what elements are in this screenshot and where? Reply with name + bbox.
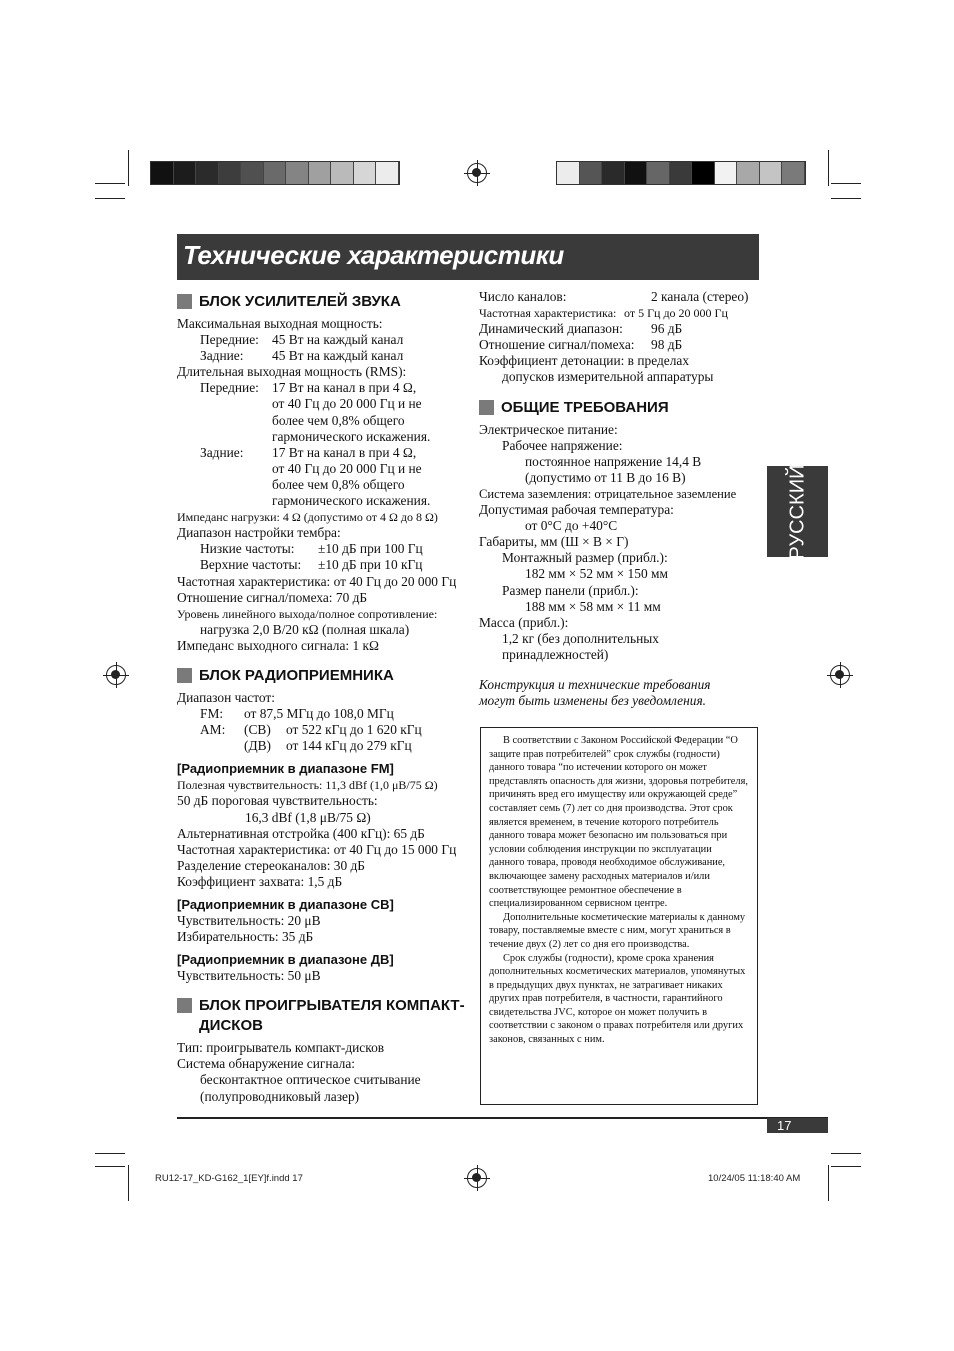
subsection-heading: [Радиоприемник в диапазоне ДВ] xyxy=(177,952,394,968)
spec-row: Низкие частоты: ±10 дБ при 100 Гц xyxy=(200,541,423,557)
section-square-icon xyxy=(177,294,192,309)
spec-line: Длительная выходная мощность (RMS): xyxy=(177,364,407,380)
spec-line: Максимальная выходная мощность: xyxy=(177,316,383,331)
section-square-icon xyxy=(479,400,494,415)
color-swatch xyxy=(264,162,287,184)
spec-line: Размер панели (прибл.): xyxy=(502,582,639,598)
crop-mark xyxy=(831,183,861,184)
section-square-icon xyxy=(177,668,192,683)
spec-row: (ДВ) от 144 кГц до 279 кГц xyxy=(244,738,412,754)
crop-mark xyxy=(831,1166,861,1167)
color-swatch xyxy=(625,162,648,184)
color-swatch xyxy=(309,162,332,184)
left-column xyxy=(177,282,467,1105)
crop-mark xyxy=(831,1153,861,1154)
color-swatch xyxy=(647,162,670,184)
registration-mark-icon xyxy=(467,163,487,183)
spec-row: Число каналов: 2 канала (стерео) xyxy=(479,289,749,304)
section-square-icon xyxy=(177,998,192,1013)
color-swatch xyxy=(580,162,603,184)
spec-line: от 0°C до +40°C xyxy=(525,518,618,534)
color-swatch xyxy=(737,162,760,184)
spec-line: 16,3 dBf (1,8 μВ/75 Ω) xyxy=(245,809,371,825)
section-heading-cd: БЛОК ПРОИГРЫВАТЕЛЯ КОМПАКТ- ДИСКОВ xyxy=(177,996,467,1036)
spec-line: Коэффициент детонации: в пределах xyxy=(479,353,690,369)
spec-line: Система обнаружение сигнала: xyxy=(177,1056,355,1072)
color-swatch xyxy=(782,162,805,184)
page-title: Технические характеристики xyxy=(183,240,564,270)
spec-line: 1,2 кг (без дополнительных xyxy=(502,630,659,646)
subsection-heading: [Радиоприемник в диапазоне FM] xyxy=(177,761,394,777)
spec-line: Коэффициент захвата: 1,5 дБ xyxy=(177,873,343,889)
crop-mark xyxy=(128,1165,129,1201)
spec-line: Рабочее напряжение: xyxy=(502,437,623,453)
crop-mark xyxy=(95,1166,125,1167)
spec-line: 182 мм × 52 мм × 150 мм xyxy=(525,566,668,582)
title-bar xyxy=(177,234,759,280)
spec-line: принадлежностей) xyxy=(502,646,609,662)
right-column xyxy=(479,289,761,709)
spec-line: Частотная характеристика: от 40 Гц до 20 000 Гц xyxy=(177,573,457,589)
spec-row: FM: от 87,5 МГц до 108,0 МГц xyxy=(200,706,394,722)
color-swatch xyxy=(354,162,377,184)
color-swatch xyxy=(715,162,738,184)
color-swatch xyxy=(670,162,693,184)
spec-line: 188 мм × 58 мм × 11 мм xyxy=(525,598,661,614)
color-calibration-bar-right xyxy=(556,161,806,185)
spec-line: Импеданс нагрузки: 4 Ω (допустимо от 4 Ω до 8 Ω) xyxy=(177,510,438,525)
color-swatch xyxy=(331,162,354,184)
section-heading-radio: БЛОК РАДИОПРИЕМНИКА xyxy=(177,666,467,686)
legal-paragraph: В соответствии с Законом Российской Федерации “О защите прав потребителей” срок службы (годности) данного товара “по истечении которого он может представлять опасность для жизни, здоровья потребителя, причинять вред его имуществу или окружающей среде” составляет семь (7) лет со дня производства. Этот срок является временем, в течение которого потребитель данного товара может безопасно им пользоваться при условии соблюдения инструкции по эксплуатации данного товара, проводя необходимое обслуживание, включающее замену расходных материалов и/или соответствующее ремонтное обеспечение в специализированном сервисном центре. xyxy=(489,735,748,910)
spec-row: Задние: 45 Вт на каждый канал xyxy=(200,348,404,364)
spec-line: Габариты, мм (Ш × В × Г) xyxy=(479,534,629,550)
color-calibration-bar-left xyxy=(150,161,400,185)
color-swatch xyxy=(286,162,309,184)
spec-line: Отношение сигнал/помеха: 70 дБ xyxy=(177,589,368,605)
section-heading-general: ОБЩИЕ ТРЕБОВАНИЯ xyxy=(479,398,761,418)
spec-line: Тип: проигрыватель компакт-дисков xyxy=(177,1040,385,1056)
legal-paragraph: Срок службы (годности), кроме срока хранения дополнительных косметических материалов, упомянутых в предыдущих двух пунктах, не затрагивает никаких других прав потребителя, в частности, гарантийного свидетельства JVC, которое он может получить в соответствии с законом о правах потребителя или других законов, связанных с ним. xyxy=(489,952,746,1046)
spec-line: 50 дБ пороговая чувствительность: xyxy=(177,793,378,809)
spec-row: Отношение сигнал/помеха: 98 дБ xyxy=(479,337,683,353)
spec-row: Частотная характеристика: от 5 Гц до 20 000 Гц xyxy=(479,306,728,321)
spec-line: Полезная чувствительность: 11,3 dBf (1,0 μВ/75 Ω) xyxy=(177,778,438,793)
color-swatch xyxy=(219,162,242,184)
spec-line: Электрическое питание: xyxy=(479,421,618,437)
spec-line: (допустимо от 11 В до 16 В) xyxy=(525,469,686,485)
subsection-heading: [Радиоприемник в диапазоне СВ] xyxy=(177,897,394,912)
spec-line: нагрузка 2,0 В/20 кΩ (полная шкала) xyxy=(200,621,410,637)
page-number: 17 xyxy=(767,1118,828,1133)
crop-mark xyxy=(95,183,125,184)
crop-mark xyxy=(95,1153,125,1154)
crop-mark xyxy=(828,150,829,186)
color-swatch xyxy=(196,162,219,184)
registration-mark-icon xyxy=(467,1168,487,1188)
spec-line: Монтажный размер (прибл.): xyxy=(502,550,668,566)
spec-line: Частотная характеристика: от 40 Гц до 15 000 Гц xyxy=(177,841,457,857)
bottom-rule xyxy=(177,1117,828,1119)
spec-line: Альтернативная отстройка (400 кГц): 65 дБ xyxy=(177,825,425,841)
spec-line: Избирательность: 35 дБ xyxy=(177,929,314,945)
spec-line: бесконтактное оптическое считывание xyxy=(200,1072,421,1088)
spec-line: (полупроводниковый лазер) xyxy=(200,1088,360,1104)
registration-mark-icon xyxy=(106,665,126,685)
spec-line: Разделение стереоканалов: 30 дБ xyxy=(177,857,365,873)
spec-line: Чувствительность: 50 μВ xyxy=(177,968,321,984)
color-swatch xyxy=(151,162,174,184)
legal-notice-box xyxy=(480,727,758,1105)
spec-line: Система заземления: отрицательное заземление xyxy=(479,486,737,501)
spec-line: Диапазон частот: xyxy=(177,689,275,705)
color-swatch xyxy=(692,162,715,184)
footer-datetime: 10/24/05 11:18:40 AM xyxy=(708,1173,801,1184)
spec-line: Чувствительность: 20 μВ xyxy=(177,913,321,928)
spec-row: AM: (СВ) от 522 кГц до 1 620 кГц xyxy=(200,722,422,738)
spec-line: Допустимая рабочая температура: xyxy=(479,502,674,518)
color-swatch xyxy=(174,162,197,184)
spec-line: Уровень линейного выхода/полное сопротивление: xyxy=(177,606,438,621)
color-swatch xyxy=(760,162,783,184)
section-heading-amp: БЛОК УСИЛИТЕЛЕЙ ЗВУКА xyxy=(177,292,467,312)
spec-row: Верхние частоты: ±10 дБ при 10 кГц xyxy=(200,557,423,573)
spec-row: Динамический диапазон: 96 дБ xyxy=(479,321,683,337)
spec-line: постоянное напряжение 14,4 В xyxy=(525,453,702,469)
spec-row: Задние: 17 Вт на канал в при 4 Ω, от 40 Гц до 20 000 Гц и не более чем 0,8% общего гармонического искажения. xyxy=(200,444,431,509)
crop-mark xyxy=(828,1165,829,1201)
spec-line: Импеданс выходного сигнала: 1 кΩ xyxy=(177,637,380,653)
color-swatch xyxy=(602,162,625,184)
crop-mark xyxy=(95,198,125,199)
spec-row: Передние: 17 Вт на канал в при 4 Ω, от 40 Гц до 20 000 Гц и не более чем 0,8% общего гармонического искажения. xyxy=(200,380,431,444)
spec-row: Передние: 45 Вт на каждый канал xyxy=(200,332,404,348)
disclaimer-note: Конструкция и технические требования могут быть изменены без уведомления. xyxy=(479,676,711,709)
crop-mark xyxy=(831,198,861,199)
color-swatch xyxy=(376,162,399,184)
color-swatch xyxy=(557,162,580,184)
color-swatch xyxy=(241,162,264,184)
language-tab: РУССКИЙ xyxy=(767,466,828,557)
spec-line: Масса (прибл.): xyxy=(479,614,569,630)
registration-mark-icon xyxy=(830,665,850,685)
crop-mark xyxy=(128,150,129,186)
legal-paragraph: Дополнительные косметические материалы к данному товару, поставляемые вместе с ним, могут храниться в течение двух (2) лет со дня его производства. xyxy=(489,911,746,950)
spec-line: Диапазон настройки тембра: xyxy=(177,525,341,541)
spec-line: допусков измерительной аппаратуры xyxy=(502,369,714,385)
footer-file: RU12-17_KD-G162_1[EY]f.indd 17 xyxy=(155,1173,303,1184)
